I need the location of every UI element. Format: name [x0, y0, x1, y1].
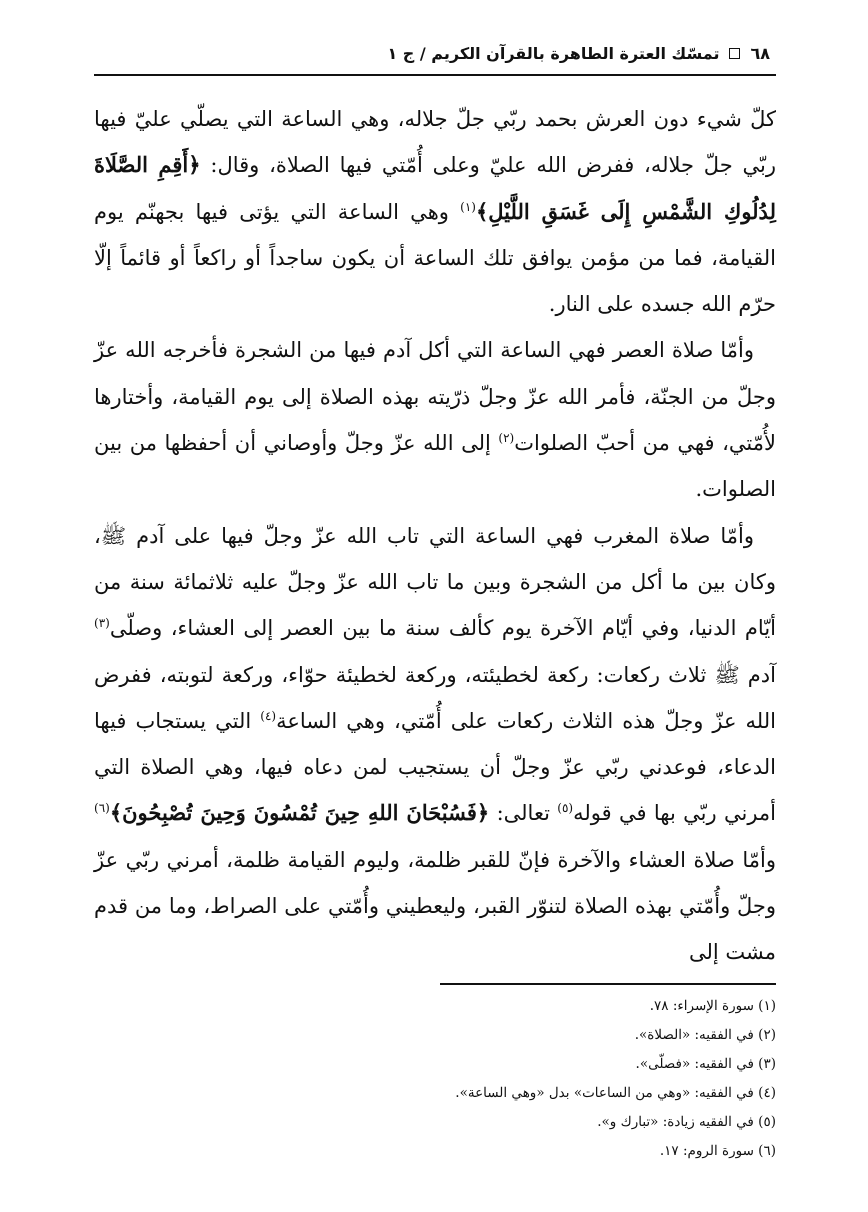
header-divider	[94, 74, 776, 76]
footnotes	[94, 992, 776, 1166]
text-segment: التي يستجاب فيها الدعاء، فوعدني ربّي عزّ وجلّ أن يستجيب لمن دعاه فيها، وهي الصلاة التي أمرني ربّي بها في قوله	[94, 708, 777, 826]
text-segment: تعالى:	[489, 801, 558, 826]
footnote-ref-5: (٥)	[557, 801, 574, 816]
footnote: (٤) في الفقيه: «وهي من الساعات» بدل «وهي الساعة».	[455, 1085, 776, 1101]
main-text	[94, 96, 776, 976]
footnote: (٢) في الفقيه: «الصلاة».	[634, 1027, 776, 1043]
footnote: (٦) سورة الروم: ١٧.	[659, 1143, 776, 1159]
text-segment: إلى الله عزّ وجلّ وأوصاني أن أحفظها من بين الصلوات.	[94, 431, 776, 502]
footnote-ref-3: (٣)	[94, 616, 110, 631]
page-number: ٦٨	[750, 43, 770, 63]
running-header	[94, 36, 770, 70]
footnote-ref-2: (٢)	[498, 431, 515, 446]
square-marker-icon	[729, 48, 740, 59]
quran-verse: ﴿أَقِمِ الصَّلَاةَ لِدُلُوكِ الشَّمْسِ إِلَى غَسَقِ اللَّيْلِ﴾	[94, 152, 776, 224]
footnote: (١) سورة الإسراء: ٧٨.	[649, 998, 776, 1014]
text-segment: وهي الساعة التي يؤتى فيها بجهنّم يوم القيامة، فما من مؤمن يوافق تلك الساعة أن يكون ساجداً أو راكعاً أو قائماً إلّا حرّم الله جسده على النار.	[94, 199, 776, 317]
text-segment: وأمّا صلاة العصر فهي الساعة التي أكل آدم فيها من الشجرة فأخرجه الله عزّ وجلّ من الجنّة، فأمر الله عزّ وجلّ ذرّيته بهذه الصلاة إلى يوم القيامة، وأختارها لأُمّتي، فهي من أحبّ الصلوات	[94, 338, 776, 456]
footnote-ref-4: (٤)	[260, 708, 277, 723]
footnote: (٥) في الفقيه زيادة: «تبارك و».	[597, 1114, 776, 1130]
footnote-ref-6: (٦)	[94, 801, 110, 816]
text-segment: آدم ﷺ ثلاث ركعات: ركعة لخطيئته، وركعة لخطيئة حوّاء، وركعة لتوبته، ففرض الله عزّ وجلّ هذه الثلاث ركعات على أُمّتي، وهي الساعة	[94, 662, 776, 733]
text-segment: وأمّا صلاة العشاء والآخرة فإنّ للقبر ظلمة، وليوم القيامة ظلمة، أمرني ربّي عزّ وجلّ وأُمّتي بهذه الصلاة لتنوّر القبر، وليعطيني وأُمّتي على الصراط، وما من قدم مشت إلى	[94, 847, 776, 965]
paragraph-2	[94, 327, 776, 512]
footnote-ref-1: (١)	[460, 199, 476, 214]
text-segment: وأمّا صلاة المغرب فهي الساعة التي تاب الله عزّ وجلّ فيها على آدم ﷺ، وكان بين ما أكل من الشجرة وبين ما تاب الله عزّ وجلّ عليه ثلاثمائة سنة من أيّام الدنيا، وفي أيّام الآخرة يوم كألف سنة ما بين العصر إلى العشاء، وصلّى	[94, 523, 776, 641]
footnote: (٣) في الفقيه: «فصلّى».	[635, 1056, 776, 1072]
paragraph-3	[94, 513, 776, 976]
paragraph-1	[94, 96, 776, 327]
text-segment: كلّ شيء دون العرش بحمد ربّي جلّ جلاله، وهي الساعة التي يصلّي عليّ فيها ربّي جلّ جلاله، ففرض الله عليّ وعلى أُمّتي فيها الصلاة، وقال:	[94, 107, 776, 178]
quran-verse: ﴿فَسُبْحَانَ اللهِ حِينَ تُمْسُونَ وَحِينَ تُصْبِحُونَ﴾	[109, 800, 490, 826]
book-title: تمسّك العترة الطاهرة بالقرآن الكريم / ج ١	[387, 43, 720, 63]
footnote-divider	[440, 983, 776, 985]
